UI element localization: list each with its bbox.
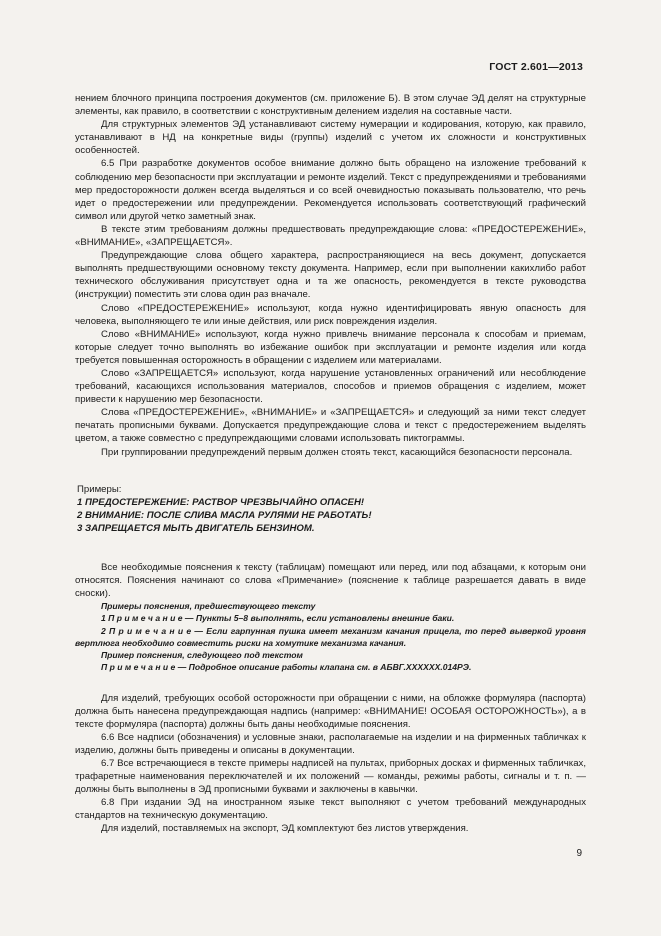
- note-example: 1 П р и м е ч а н и е — Пункты 5–8 выполнять, если установлены внешние баки.: [101, 613, 455, 624]
- paragraph: Для изделий, требующих особой осторожности при обращении с ними, на обложке формуляра (паспорта) должна быть нанесена предупреждающая надпись (например: «ВНИМАНИЕ! ОСОБАЯ ОСТОРОЖНОСТЬ»), а в тексте формуляра (паспорта) должны быть даны необходимые пояснения.: [75, 692, 586, 730]
- section-6-7: 6.7 Все встречающиеся в тексте примеры надписей на пультах, приборных досках и фирменных табличках, трафаретные наименования переключателей и их положений — команды, режимы работы, сигналы и т. п. — должны быть выполнены в ЭД прописными буквами и заключены в кавычки.: [75, 757, 586, 796]
- paragraph: Предупреждающие слова общего характера, распространяющиеся на весь документ, допускается выполнять предшествующими основному тексту документа. Например, если при выполнении какихлибо работ технического обслуживания присутствует одна и та же опасность, рекомендуется в тексте руководства (инструкции) поместить эти слова один раз вначале.: [75, 250, 586, 301]
- paragraph: В тексте этим требованиям должны предшествовать предупреждающие слова: «ПРЕДОСТЕРЕЖЕНИЕ», «ВНИМАНИЕ», «ЗАПРЕЩАЕТСЯ».: [75, 223, 586, 249]
- paragraph: Все необходимые пояснения к тексту (таблицам) помещают или перед, или под абзацами, к которым они относятся. Пояснения начинают со слова «Примечание» (пояснение к таблице разрешается давать в виде сноски).: [75, 562, 586, 600]
- body-text: [75, 92, 586, 836]
- paragraph: Слово «ПРЕДОСТЕРЕЖЕНИЕ» используют, когда нужно идентифицировать явную опасность для человека, выполняющего те или иные действия, или риск повреждения изделия.: [75, 302, 586, 327]
- paragraph: Слово «ЗАПРЕЩАЕТСЯ» используют, когда нарушение установленных ограничений или несоблюдение требований, касающихся использования материалов, способов и приемов обращения с изделием, может привести к нарушению мер безопасности.: [75, 367, 586, 406]
- example-line: 1 ПРЕДОСТЕРЕЖЕНИЕ: РАСТВОР ЧРЕЗВЫЧАЙНО ОПАСЕН!: [77, 496, 365, 508]
- paragraph: При группировании предупреждений первым должен стоять текст, касающийся безопасности персонала.: [101, 446, 573, 458]
- standard-header: ГОСТ 2.601—2013: [489, 61, 583, 73]
- section-6-8: 6.8 При издании ЭД на иностранном языке текст выполняют с учетом требований международных стандартов на техническую документацию.: [75, 797, 586, 822]
- paragraph: Для изделий, поставляемых на экспорт, ЭД комплектуют без листов утверждения.: [101, 823, 469, 835]
- section-6-5: 6.5 При разработке документов особое внимание должно быть обращено на изложение требований к соблюдению мер безопасности при эксплуатации и ремонте изделий. Текст с предупреждениями и требованиями мер предосторожности должен всегда выделяться и со всей очевидностью показывать пользователю, что речь идет о предостережении или предупреждении. Рекомендуется использовать соответствующий графический символ или другой четко заметный знак.: [75, 158, 586, 222]
- page-number: 9: [576, 848, 582, 859]
- example-line: 2 ВНИМАНИЕ: ПОСЛЕ СЛИВА МАСЛА РУЛЯМИ НЕ РАБОТАТЬ!: [77, 509, 372, 521]
- paragraph: Слово «ВНИМАНИЕ» используют, когда нужно привлечь внимание персонала к способам и приемам, которые следует точно выполнять во избежание ошибок при эксплуатации и ремонте изделия или когда требуется повышенная осторожность в обращении с изделием или материалами.: [75, 328, 586, 366]
- note-example: 2 П р и м е ч а н и е — Если гарпунная пушка имеет механизм качания прицела, то перед выверкой уровня вертлюга необходимо совместить риски на хомутике механизма качания.: [75, 625, 586, 648]
- examples-intro: Примеры:: [77, 483, 122, 495]
- note-example: П р и м е ч а н и е — Подробное описание работы клапана см. в АБВГ.XXXXXX.014РЭ.: [101, 662, 472, 673]
- example-line: 3 ЗАПРЕЩАЕТСЯ МЫТЬ ДВИГАТЕЛЬ БЕНЗИНОМ.: [77, 522, 315, 534]
- note-example-title: Пример пояснения, следующего под текстом: [101, 650, 303, 661]
- paragraph: Слова «ПРЕДОСТЕРЕЖЕНИЕ», «ВНИМАНИЕ» и «ЗАПРЕЩАЕТСЯ» и следующий за ними текст следует печатать прописными буквами. Допускается предупреждающие слова и текст с предостережением выделять цветом, а также совместно с предупреждающими словами использовать пиктограммы.: [75, 407, 586, 445]
- paragraph: нением блочного принципа построения документов (см. приложение Б). В этом случае ЭД делят на структурные элементы, как правило, в соответствии с конструктивным делением изделия на составные части.: [75, 93, 586, 118]
- note-example-title: Примеры пояснения, предшествующего тексту: [101, 601, 316, 612]
- paragraph: Для структурных элементов ЭД устанавливают систему нумерации и кодирования, которую, как правило, устанавливают в НД на конкретные виды (группы) изделий с учетом их сложности и конструктивных особенностей.: [75, 119, 586, 157]
- section-6-6: 6.6 Все надписи (обозначения) и условные знаки, располагаемые на изделии и на фирменных табличках к изделию, должны быть приведены и описаны в документации.: [75, 731, 586, 756]
